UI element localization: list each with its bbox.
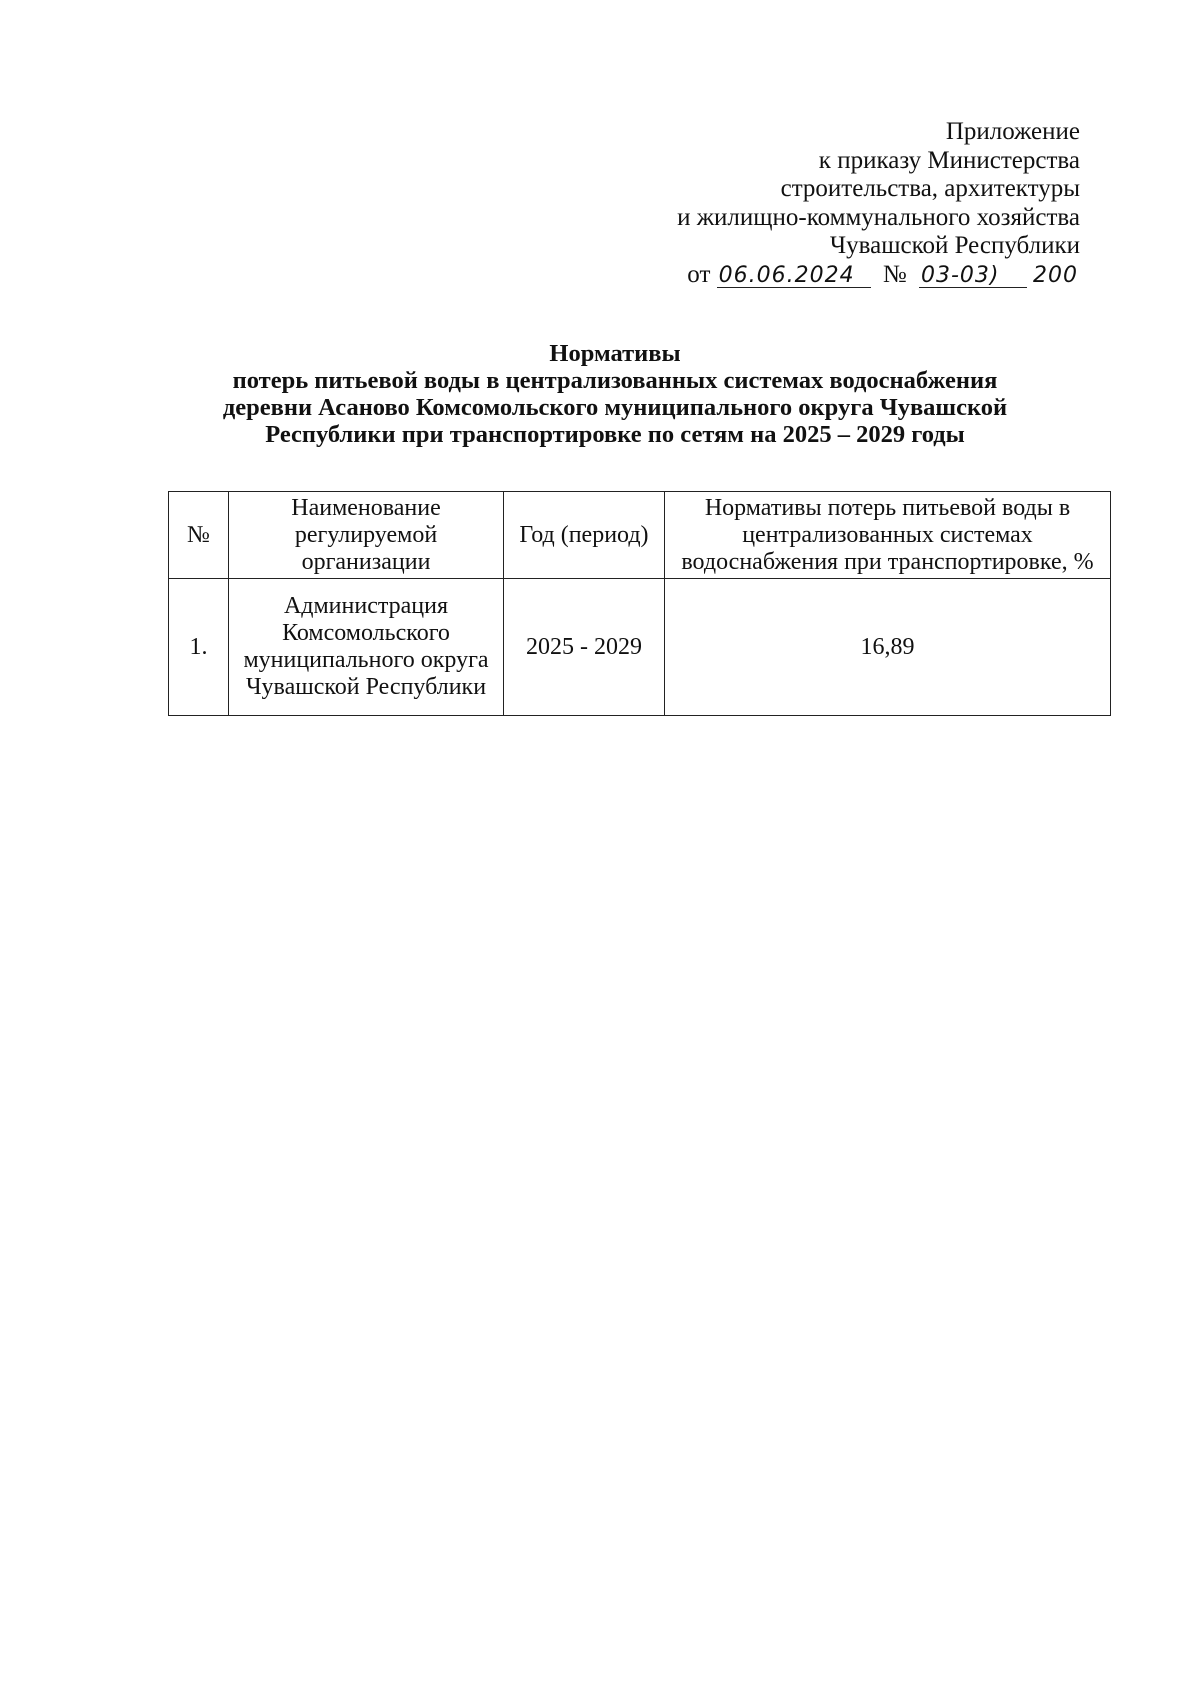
row-year: 2025 - 2029 (504, 579, 665, 716)
title-line: деревни Асаново Комсомольского муниципального округа Чувашской (222, 394, 1008, 421)
header-value (665, 492, 1111, 579)
order-number-sign: № (882, 260, 907, 288)
row-num: 1. (169, 579, 229, 716)
row-value: 16,89 (665, 579, 1111, 716)
header-org (229, 492, 504, 579)
row-org-line: Комсомольского (282, 620, 450, 646)
row-org (229, 579, 504, 716)
row-org-line: муниципального округа (243, 647, 489, 673)
order-reference (677, 261, 1080, 290)
order-number: 03-03) (919, 265, 1027, 288)
title-heading: Нормативы (549, 340, 681, 367)
header-org-line: организации (301, 548, 431, 575)
order-number-suffix: 200 (1033, 262, 1078, 288)
order-date: 06.06.2024 (717, 265, 871, 288)
header-org-line: Наименование (291, 494, 441, 521)
appendix-line: строительства, архитектуры (780, 175, 1080, 202)
appendix-line: Приложение (945, 118, 1080, 145)
header-org-line: регулируемой (294, 521, 438, 548)
appendix-line: Чувашской Республики (829, 232, 1080, 259)
table-row (169, 579, 1111, 716)
title-line: Республики при транспортировке по сетям на 2025 – 2029 годы (265, 421, 965, 448)
row-org-line: Чувашской Республики (245, 674, 487, 700)
title-line: потерь питьевой воды в централизованных системах водоснабжения (232, 367, 998, 394)
appendix-line: и жилищно-коммунального хозяйства (677, 203, 1080, 231)
appendix-block (677, 118, 1080, 289)
header-value-line: централизованных системах (742, 521, 1033, 548)
header-value-line: водоснабжения при транспортировке, % (681, 548, 1094, 575)
order-prefix: от (687, 260, 711, 288)
appendix-line: к приказу Министерства (818, 146, 1080, 174)
header-value-line: Нормативы потерь питьевой воды в (704, 494, 1071, 521)
header-num: № (169, 492, 229, 579)
table-header-row (169, 492, 1111, 579)
norms-table (168, 491, 1111, 716)
header-year: Год (период) (504, 492, 665, 579)
row-org-line: Администрация (283, 593, 449, 619)
document-title (150, 340, 1080, 448)
